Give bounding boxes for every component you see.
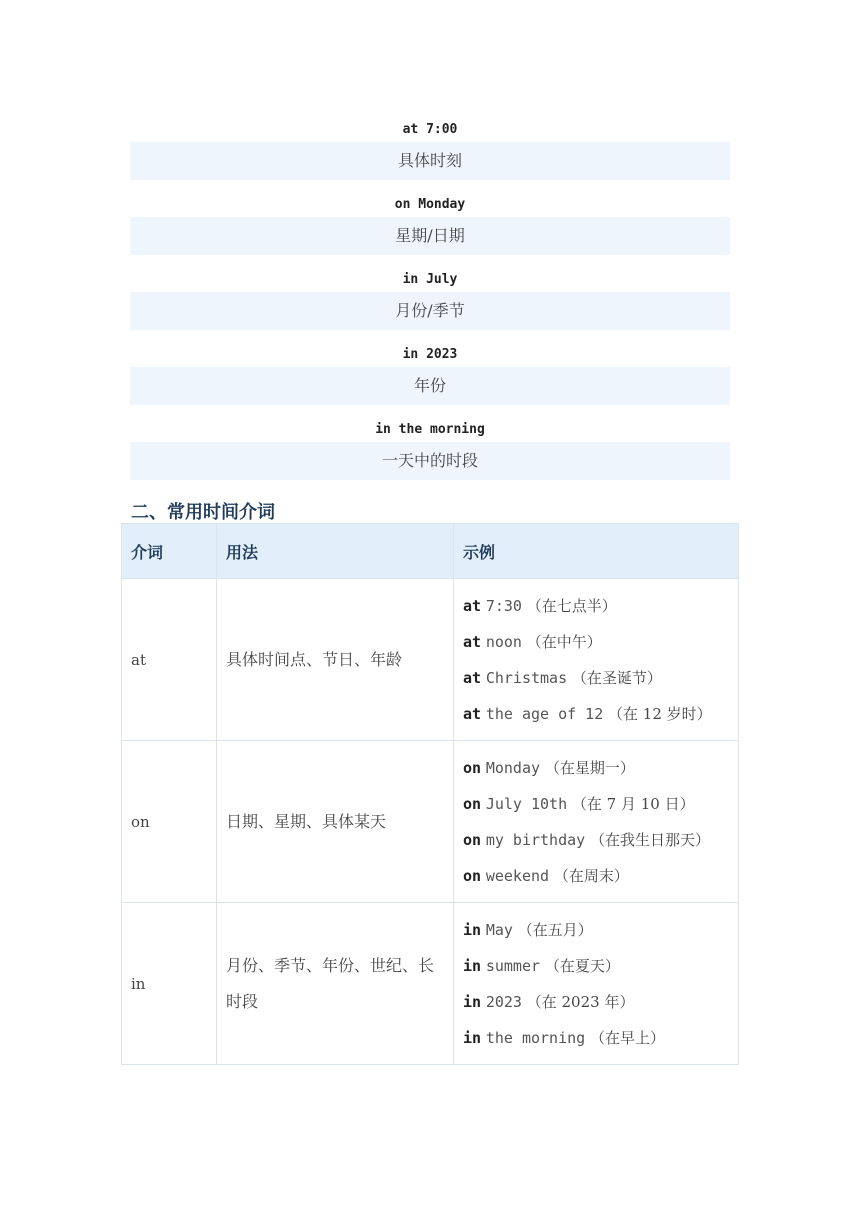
example-line: at 7:30 （在七点半） xyxy=(463,596,617,615)
table-row xyxy=(122,741,739,903)
example-english: at 7:00 xyxy=(402,122,458,137)
example-line: at Christmas （在圣诞节） xyxy=(463,668,662,687)
cell-usage: 具体时间点、节日、年龄 xyxy=(217,579,454,741)
example-chinese: 具体时刻 xyxy=(130,142,730,180)
example-item xyxy=(130,118,730,193)
example-english: in July xyxy=(402,272,458,287)
example-english: on Monday xyxy=(394,197,466,212)
cell-examples xyxy=(454,903,739,1065)
example-item xyxy=(130,193,730,268)
header-preposition: 介词 xyxy=(122,524,217,579)
header-usage: 用法 xyxy=(217,524,454,579)
table-row xyxy=(122,903,739,1065)
table-row xyxy=(122,579,739,741)
example-line: on Monday （在星期一） xyxy=(463,758,635,777)
cell-preposition: at xyxy=(122,579,217,741)
example-list xyxy=(130,118,730,480)
example-item xyxy=(130,268,730,343)
table-header-row xyxy=(122,524,739,579)
example-english: in the morning xyxy=(375,422,485,437)
example-english: in 2023 xyxy=(402,347,458,362)
example-chinese: 星期/日期 xyxy=(130,217,730,255)
example-item xyxy=(130,343,730,418)
example-line: at noon （在中午） xyxy=(463,632,602,651)
section-title: 二、常用时间介词 xyxy=(131,502,275,523)
example-line: on my birthday （在我生日那天） xyxy=(463,830,710,849)
cell-preposition: on xyxy=(122,741,217,903)
cell-examples xyxy=(454,579,739,741)
example-item xyxy=(130,418,730,480)
preposition-table xyxy=(121,523,739,1065)
cell-examples xyxy=(454,741,739,903)
example-line: in summer （在夏天） xyxy=(463,956,620,975)
example-chinese: 年份 xyxy=(130,367,730,405)
example-line: at the age of 12 （在 12 岁时） xyxy=(463,704,712,723)
cell-preposition: in xyxy=(122,903,217,1065)
header-examples: 示例 xyxy=(454,524,739,579)
cell-usage: 月份、季节、年份、世纪、长时段 xyxy=(217,903,454,1065)
example-line: on July 10th （在 7 月 10 日） xyxy=(463,794,695,813)
example-line: in 2023 （在 2023 年） xyxy=(463,992,635,1011)
example-chinese: 一天中的时段 xyxy=(130,442,730,480)
example-line: on weekend （在周末） xyxy=(463,866,629,885)
example-line: in May （在五月） xyxy=(463,920,593,939)
example-chinese: 月份/季节 xyxy=(130,292,730,330)
example-line: in the morning （在早上） xyxy=(463,1028,665,1047)
cell-usage: 日期、星期、具体某天 xyxy=(217,741,454,903)
